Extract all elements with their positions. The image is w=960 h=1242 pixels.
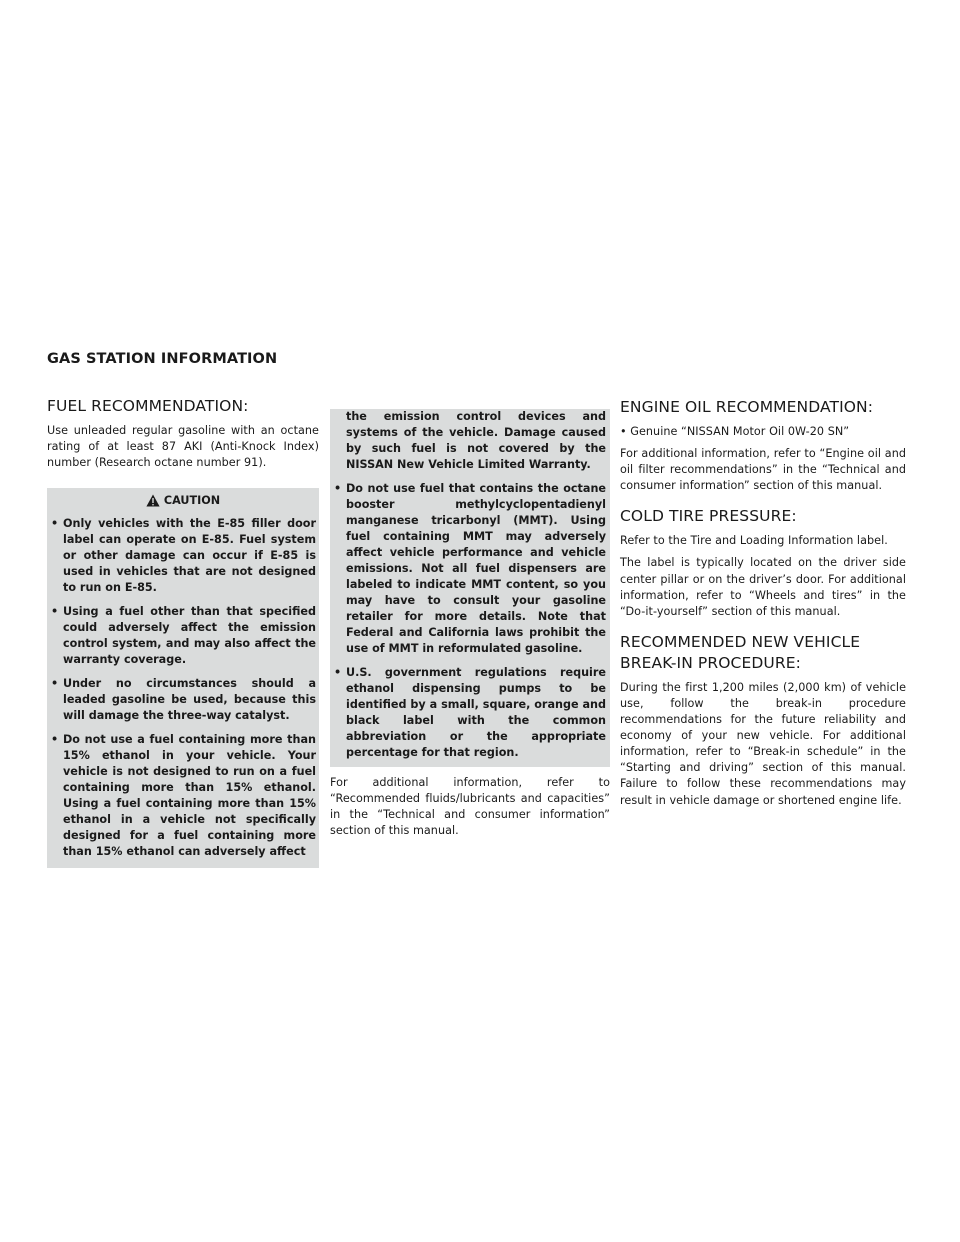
caution-item: • Only vehicles with the E-85 filler door label can operate on E-85. Fuel system or other damage can occur if E-85 is used in vehicles that are not designed to run on E-85. (50, 516, 316, 596)
caution-item: • Using a fuel other than that specified could adversely affect the emission control system, and may also affect the warranty coverage. (50, 604, 316, 668)
caution-item: • Do not use a fuel containing more than 15% ethanol in your vehicle. Your vehicle is not designed to run on a fuel containing more than 15% ethanol. Using a fuel containing more than 15% ethanol in a vehicle not specifically designed for a fuel containing more than 15% ethanol can adversely affect (50, 732, 316, 860)
tire-p2: The label is typically located on the driver side center pillar or on the driver’s door. For additional information, refer to “Wheels and tires” in the “Do-it-yourself” section of this manual. (620, 556, 906, 618)
caution-list-continued (333, 481, 606, 761)
breakin-title-line2: BREAK-IN PROCEDURE: (620, 653, 801, 672)
oil-info: For additional information, refer to “Engine oil and oil filter recommendations” in the “Technical and consumer information” section of this manual. (620, 447, 906, 493)
fuel-intro: Use unleaded regular gasoline with an octane rating of at least 87 AKI (Anti-Knock Index) number (Research octane number 91). (47, 424, 319, 470)
tire-p1: Refer to the Tire and Loading Information label. (620, 534, 888, 548)
caution-item: • Under no circumstances should a leaded gasoline be used, because this will damage the three-way catalyst. (50, 676, 316, 724)
page-heading: GAS STATION INFORMATION (47, 351, 278, 367)
oil-item: • Genuine “NISSAN Motor Oil 0W-20 SN” (620, 425, 850, 438)
caution-item: • Do not use fuel that contains the octane booster methylcyclopentadienyl manganese tricarbonyl (MMT). Using fuel containing MMT may adversely affect vehicle performance and vehicle emissions. Not all fuel dispensers are labeled to indicate MMT content, so you may have to consult your gasoline retailer for more details. Note that Federal and California laws prohibit the use of MMT in reformulated gasoline. (333, 481, 606, 657)
caution-item-continued: the emission control devices and systems of the vehicle. Damage caused by such fuel is not covered by the NISSAN New Vehicle Limited Warranty. (346, 410, 606, 471)
column-oil-tire-breakin (620, 397, 906, 809)
breakin-text: During the first 1,200 miles (2,000 km) of vehicle use, follow the break-in procedure recommendations for the future reliability and economy of your new vehicle. For additional information, refer to “Break-in schedule” in the “Starting and driving” section of this manual. Failure to follow these recommendations may result in vehicle damage or shortened engine life. (620, 680, 906, 807)
caution-list (50, 516, 316, 860)
oil-section-title: ENGINE OIL RECOMMENDATION: (620, 398, 874, 416)
caution-box (47, 488, 319, 868)
fuel-section-title: FUEL RECOMMENDATION: (47, 397, 249, 415)
breakin-title-line1: RECOMMENDED NEW VEHICLE (620, 632, 861, 651)
column-fuel (47, 396, 319, 868)
column-fuel-continued (330, 409, 610, 839)
caution-header (50, 494, 316, 507)
caution-label: CAUTION (163, 494, 221, 508)
warning-triangle-icon (146, 494, 160, 507)
fuel-additional-info: For additional information, refer to “Recommended fluids/lubricants and capacities” in the “Technical and consumer information” section of this manual. (330, 776, 610, 838)
breakin-section-title (620, 632, 906, 674)
tire-section-title: COLD TIRE PRESSURE: (620, 507, 797, 526)
caution-box-continued (330, 409, 610, 767)
caution-item: • U.S. government regulations require ethanol dispensing pumps to be identified by a small, square, orange and black label with the common abbreviation or the appropriate percentage for that region. (333, 665, 606, 761)
